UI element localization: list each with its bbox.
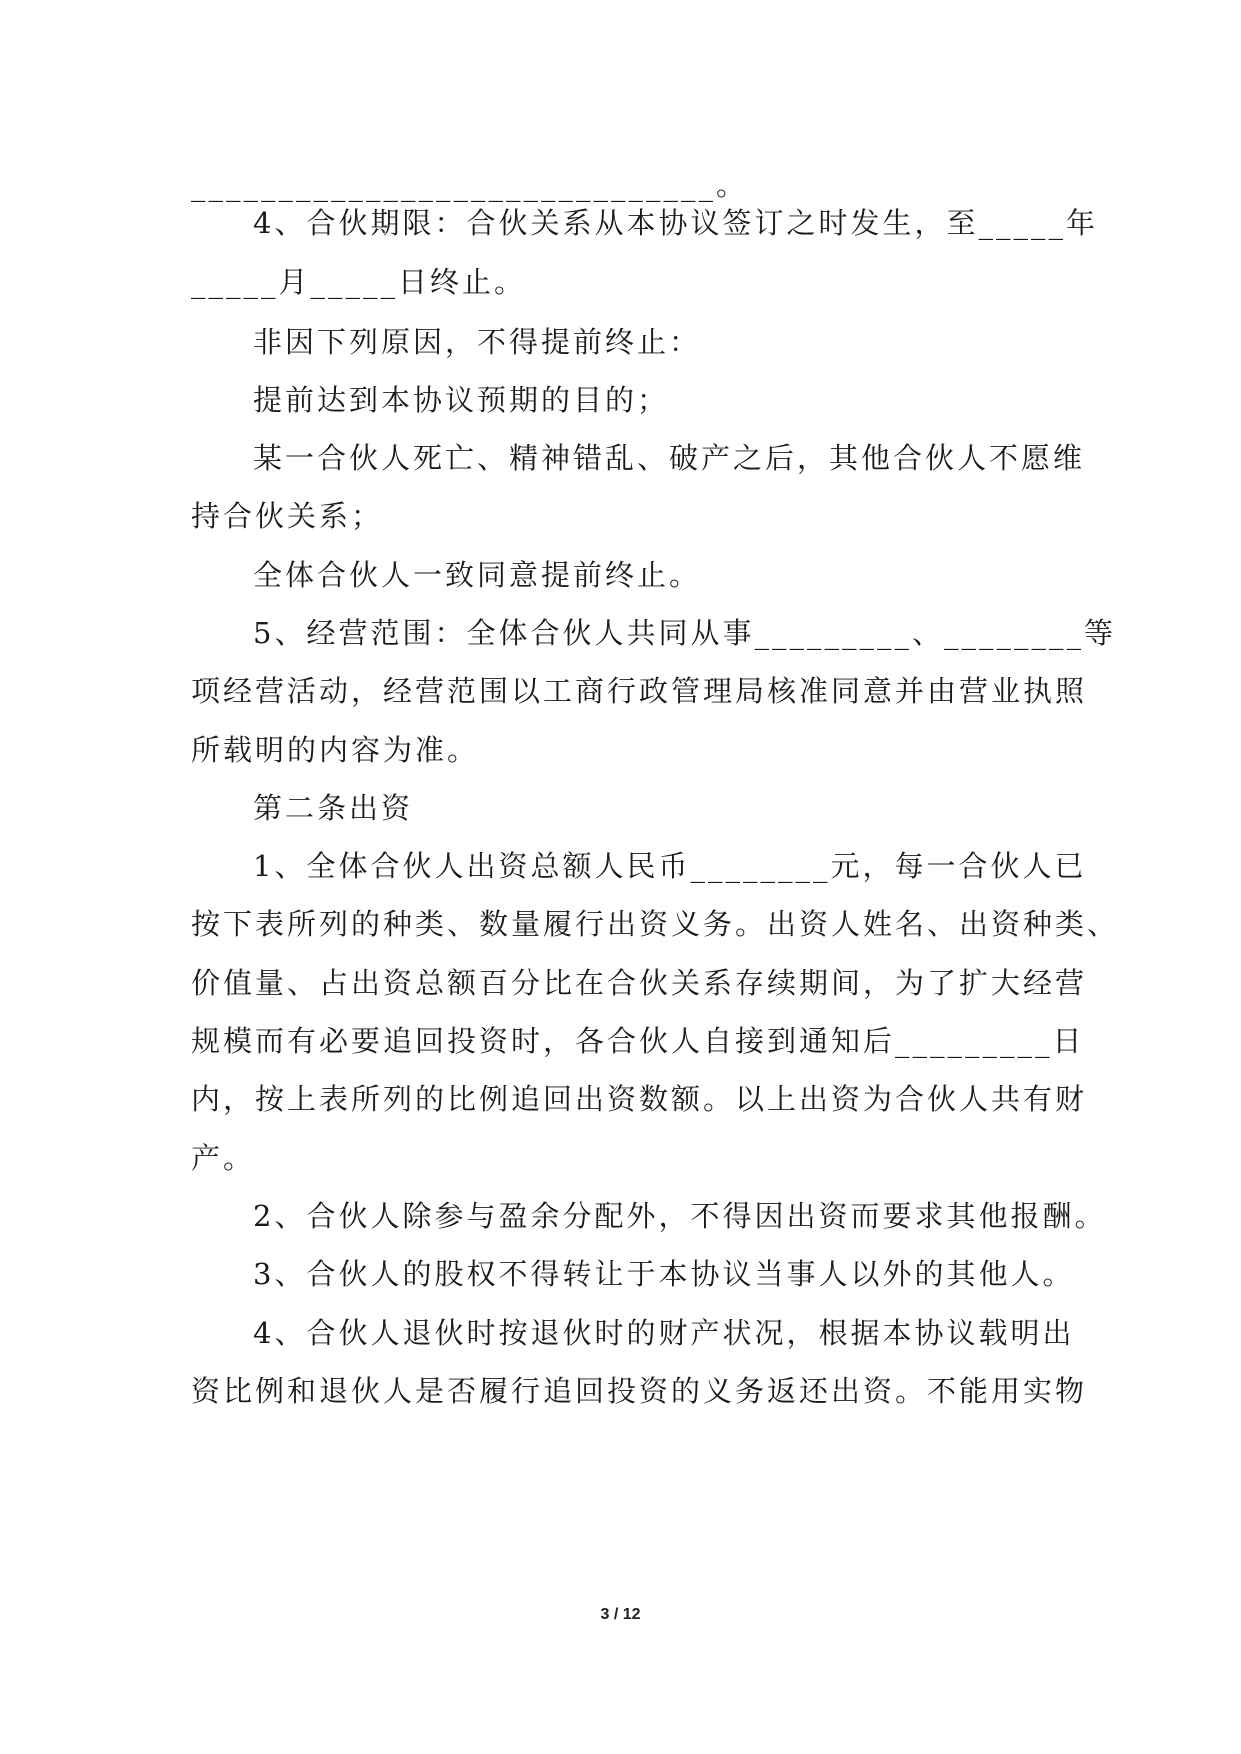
text-line: 规模而有必要追回投资时，各合伙人自接到通知后_________日	[191, 1024, 1085, 1058]
text-line: 1、全体合伙人出资总额人民币________元，每一合伙人已	[253, 849, 1087, 883]
text-line: 5、经营范围：全体合伙人共同从事_________、________等	[253, 616, 1116, 650]
text-line: 所载明的内容为准。	[191, 733, 480, 767]
section-heading: 第二条出资	[253, 791, 414, 825]
text-line: 产。	[191, 1141, 256, 1175]
text-line: ______________________________。	[191, 168, 749, 202]
text-line: 3、合伙人的股权不得转让于本协议当事人以外的其他人。	[253, 1257, 1075, 1291]
text-line: 非因下列原因，不得提前终止：	[253, 325, 702, 359]
text-line: 资比例和退伙人是否履行追回投资的义务返还出资。不能用实物	[191, 1374, 1088, 1408]
text-line: 2、合伙人除参与盈余分配外，不得因出资而要求其他报酬。	[253, 1199, 1107, 1233]
text-line: 提前达到本协议预期的目的；	[253, 383, 670, 417]
text-line: _____月_____日终止。	[191, 265, 527, 299]
text-line: 持合伙关系；	[191, 499, 384, 533]
text-line: 4、合伙期限：合伙关系从本协议签订之时发生，至_____年	[253, 206, 1098, 240]
text-line: 某一合伙人死亡、精神错乱、破产之后，其他合伙人不愿维	[253, 441, 1086, 475]
text-line: 内，按上表所列的比例追回出资数额。以上出资为合伙人共有财	[191, 1082, 1088, 1116]
text-line: 项经营活动，经营范围以工商行政管理局核准同意并由营业执照	[191, 674, 1088, 708]
text-line: 按下表所列的种类、数量履行出资义务。出资人姓名、出资种类、	[191, 907, 1120, 941]
text-line: 4、合伙人退伙时按退伙时的财产状况，根据本协议载明出	[253, 1316, 1075, 1350]
text-line: 全体合伙人一致同意提前终止。	[253, 558, 702, 592]
page-number: 3 / 12	[600, 1606, 641, 1623]
text-line: 价值量、占出资总额百分比在合伙关系存续期间，为了扩大经营	[191, 966, 1088, 1000]
